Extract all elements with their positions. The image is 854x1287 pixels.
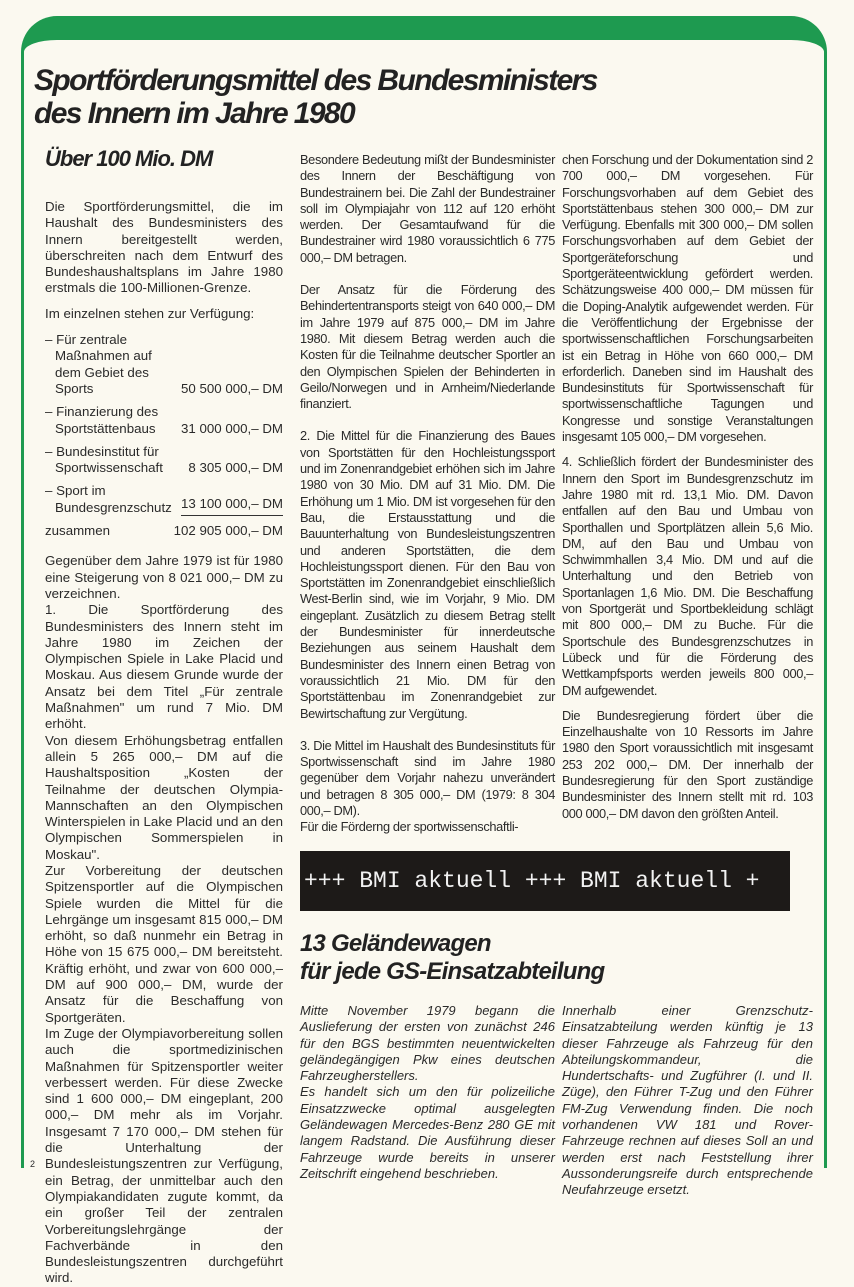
bmi-aktuell-banner: +++ BMI aktuell +++ BMI aktuell + [300,851,790,911]
article-column-1 [300,1003,555,1182]
paragraph: chen Forschung und der Dokumentation sind 2 700 000,– DM vorgesehen. Für Forschungsvorhaben auf dem Gebiet des Sportstättenbaus stehen 300 000,– DM zur Verfügung. Ebenfalls mit 300 000,– DM sollen Forschungsvorhaben auf dem Gebiet der Sportgeräteforschung und Sportgeräteentwicklung gefördert werden. Schätzungsweise 400 000,– DM müssen für die Doping-Analytik aufgewendet werden. Für die Veröffentlichung der Ergebnisse der sportwissenschaftlichen Forschungsarbeiten ist ein Betrag in Höhe von 660 000,– DM erforderlich. Daneben sind im Haushalt des Bundesinstituts für Sportwissenschaft für sportwissenschaftliche Tagungen und Kongresse und sonstige Veranstaltungen insgesamt 105 000,– DM vorgesehen. [562,152,814,445]
paragraph: 2. Die Mittel für die Finanzierung des Baues von Sportstätten für den Hochleistungssport und im Zonenrandgebiet erhöhen sich im Jahre 1980 von 30 Mio. DM auf 31 Mio. DM. Die Erhöhung um 1 Mio. DM ist vorgesehen für den Bau, die Erstausstattung und die Bauunterhaltung von Bundesleistungszentren und anderen Sportstätten, die dem Hochleistungssport dienen. Für den Bau von Sportstätten im Zonenrandgebiet einschließlich West-Berlin sind, wie im Vorjahr, 9 Mio. DM eingeplant. Zusätzlich zu diesem Betrag stellt der Bundesminister für innerdeutsche Beziehungen aus seinem Haushalt dem Bundesminister des Innern einen Betrag von voraussichtlich 21 Mio. DM für den Sportstättenbau im Zonenrandgebiet zur Bewirtschaftung zur Vergütung. [300,428,555,721]
paragraph: Im Zuge der Olympiavorbereitung sollen auch die sportmedizinischen Maßnahmen für Spitzensportler weiter verbessert werden. Für diese Zwecke sind 1 600 000,– DM eingeplant, 200 000,– DM mehr als im Vorjahr. Insgesamt 7 170 000,– DM stehen für die Unterhaltung der Bundesleistungszentren zur Verfügung, ein Betrag, der unmittelbar auch den Olympiakandidaten zugute kommt, da ein großer Teil der zentralen Vorbereitungslehrgänge der Fachverbände in den Bundesleistungszentren durchgeführt wird. [45,1025,283,1286]
budget-row [45,332,283,397]
paragraph: Gegenüber dem Jahre 1979 ist für 1980 eine Steigerung von 8 021 000,– DM zu verzeichnen. [45,553,283,601]
paragraph: 4. Schließlich fördert der Bundesminister des Innern den Sport im Bundesgrenzschutz im Jahre 1980 mit rd. 13,1 Mio. DM. Davon entfallen auf den Bau und Umbau von Sporthallen und Sportplätzen allein 5,6 Mio. DM, auf den Bau und Umbau von Schwimmhallen 3,4 Mio. DM und auf die Unterhaltung und den Betrieb von Sportanlagen 1,6 Mio. DM. Die Beschaffung von Sportgerät und Sportbekleidung schlägt mit 800 000,– DM zu Buche. Für die Sportschule des Bundesgrenzschutzes in Lübeck und für die Förderung des Wettkampfsports werden jeweils 800 000,– DM aufgewendet. [562,454,813,698]
budget-total-row [45,523,283,539]
title-line-2: des Innern im Jahre 1980 [34,97,355,130]
headline-line-1: 13 Geländewagen [300,930,491,957]
paragraph: Im einzelnen stehen zur Verfügung: [45,305,255,321]
page-title [34,64,597,130]
column-1 [45,199,283,1287]
budget-amount: 8 305 000,– DM [188,460,283,476]
budget-amount: 13 100 000,– DM [181,496,283,516]
paragraph: Die Bundesregierung fördert über die Einzelhaushalte von 10 Ressorts im Jahre 1980 den Sport voraussichtlich mit insgesamt 253 202 000,– DM. Der innerhalb der Bundesregierung für den Sport zuständige Bundesminister des Innern stellt mit rd. 103 000 000,– DM davon den größten Anteil. [562,707,813,821]
column-2 [300,152,555,836]
paragraph: Der Ansatz für die Förderung des Behindertentransports steigt von 640 000,– DM im Jahre 1979 auf 875 000,– DM im Jahre 1980. Mit diesem Betrag werden auch die Kosten für die Teilnahme deutscher Sportler an den Olympischen Spielen der Behinderten in Geilo/Norwegen und in Arnheim/Niederlande finanziert. [300,282,555,412]
paragraph: 3. Die Mittel im Haushalt des Bundesinstituts für Sportwissenschaft sind im Jahre 1980 gegenüber dem Vorjahr nahezu unverändert und betragen 8 305 000,– DM (1979: 8 304 000,– DM). [300,737,555,818]
budget-amount: 50 500 000,– DM [180,380,283,396]
paragraph: Besondere Bedeutung mißt der Bundesminister des Innern der Beschäftigung von Bundestrainern bei. Die Zahl der Bundestrainer soll im Olympiajahr von 112 auf 120 erhöht werden. Der Gesamtaufwand für die Bundestrainer wird 1980 voraussichtlich 6 775 000,– DM betragen. [300,152,555,265]
article-column-2 [562,1003,813,1199]
title-line-1: Sportförderungsmittel des Bundesministers [34,64,597,97]
budget-label: – Für zentrale Maßnahmen auf dem Gebiet des Sports [45,332,152,396]
page-number: 2 [30,1159,36,1169]
paragraph: 1. Die Sportförderung des Bundesministers des Innern steht im Jahre 1980 im Zeichen der Olympischen Spiele in Lake Placid und Moskau. Aus diesem Grunde wurde der Ansatz bei dem Titel „Für zentrale Maßnahmen" um rund 7 Mio. DM erhöht. [45,602,283,732]
paragraph: Die Sportförderungsmittel, die im Haushalt des Bundesministers des Innern bereitgestellt werden, überschreiten nach dem Entwurf des Bundeshaushaltsplans im Jahre 1980 erstmals die 100-Millionen-Grenze. [45,199,283,296]
budget-row [45,444,283,477]
section-subtitle: Über 100 Mio. DM [45,146,213,171]
paragraph: Für die Förderng der sportwissenschaftli- [300,819,519,835]
paragraph: Mitte November 1979 begann die Auslieferung der ersten von zunächst 246 für den BGS bestimmten neuentwickelten geländegängigen Pkw eines deutschen Fahrzeugherstellers. [300,1003,555,1084]
budget-label: – Finanzierung des Sportstättenbaus [45,404,159,436]
paragraph: Zur Vorbereitung der deutschen Spitzensportler auf die Olympischen Spiele wurden die Mittel für die Lehrgänge um insgesamt 815 000,– DM erhöht, so daß nunmehr ein Betrag in Höhe von 15 675 000,– DM bereitsteht. Kräftig erhöht, und zwar von 600 000,– DM auf 900 000,– DM, wurde der Ansatz für die Beschaffung von Sportgeräten. [45,862,283,1025]
budget-row [45,483,283,516]
headline-line-2: für jede GS-Einsatzabteilung [300,958,605,985]
budget-label: – Bundesinstitut für Sportwissenschaft [45,443,163,476]
paragraph: Es handelt sich um den für polizeiliche Einsatzzwecke optimal ausgelegten Geländewagen Mercedes-Benz 280 GE mit langem Radstand. Die Ausführung dieser Fahrzeuge wurde bereits in unserer Zeitschrift eingehend beschrieben. [300,1084,555,1181]
budget-amount: 31 000 000,– DM [180,420,283,436]
budget-row [45,404,283,437]
budget-table [45,332,283,539]
paragraph: Von diesem Erhöhungsbetrag entfallen allein 5 265 000,– DM auf die Haushaltsposition „Kosten der Teilnahme der deutschen Olympia-Mannschaften an den Olympischen Winterspielen in Lake Placid und an den Olympischen Sommerspielen in Moskau". [45,732,283,862]
budget-label: – Sport im Bundesgrenzschutz [45,483,172,515]
total-label: zusammen [45,523,111,539]
article-headline [300,930,604,986]
paragraph: Innerhalb einer Grenzschutz-Einsatzabteilung werden künftig je 13 dieser Fahrzeuge als Fahrzeug für den Abteilungskommandeur, die Hundertschafts- und Zugführer (I. und II. Züge), den Führer T-Zug und den Führer FM-Zug Verwendung finden. Die noch vorhandenen VW 181 und Rover-Fahrzeuge rechnen auf dieses Soll an und werden erst nach Feststellung ihrer Aussonderungsreife durch entsprechende Neufahrzeuge ersetzt. [562,1003,813,1198]
total-amount: 102 905 000,– DM [173,523,283,539]
column-3 [562,152,813,822]
